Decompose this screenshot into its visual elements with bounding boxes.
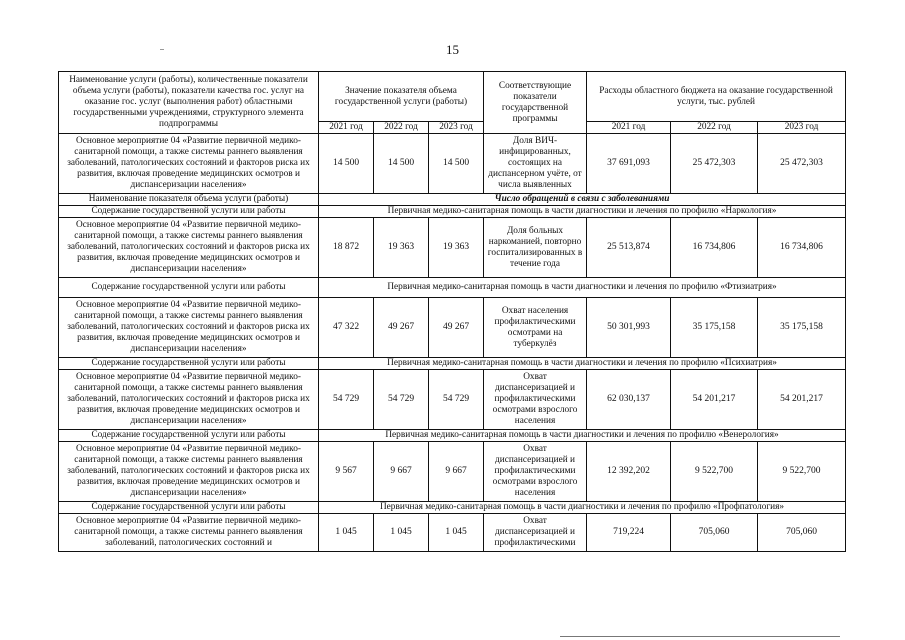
value-2021: 47 322 [319, 298, 374, 358]
budget-2022: 705,060 [671, 514, 758, 552]
value-2021: 54 729 [319, 370, 374, 430]
volume-value: Число обращений в связи с заболеваниями [319, 194, 846, 206]
year-budget-2021: 2021 год [587, 122, 671, 134]
indicator-cell: Охват диспансеризацией и профилактическими [484, 514, 587, 552]
year-value-2021: 2021 год [319, 122, 374, 134]
table-row [59, 370, 846, 430]
budget-2023: 705,060 [758, 514, 846, 552]
content-row [59, 430, 846, 442]
value-2022: 1 045 [374, 514, 429, 552]
indicator-cell: Охват диспансеризацией и профилактическими осмотрами взрослого населения [484, 370, 587, 430]
event-cell: Основное мероприятие 04 «Развитие первичной медико-санитарной помощи, а также системы раннего выявления заболеваний, патологических состояний и факторов риска их развития, включая проведение медицинских осмотров и диспансеризации населения» [59, 134, 319, 194]
event-cell: Основное мероприятие 04 «Развитие первичной медико-санитарной помощи, а также системы раннего выявления заболеваний, патологических состояний и факторов риска их развития, включая проведение медицинских осмотров и диспансеризации населения» [59, 442, 319, 502]
value-2023: 54 729 [429, 370, 484, 430]
budget-2021: 12 392,202 [587, 442, 671, 502]
table-row [59, 218, 846, 278]
content-row [59, 358, 846, 370]
event-cell: Основное мероприятие 04 «Развитие первичной медико-санитарной помощи, а также системы раннего выявления заболеваний, патологических состояний и факторов риска их развития, включая проведение медицинских осмотров и диспансеризации населения» [59, 370, 319, 430]
content-label: Содержание государственной услуги или работы [59, 430, 319, 442]
year-budget-2023: 2023 год [758, 122, 846, 134]
budget-2021: 50 301,993 [587, 298, 671, 358]
table-row [59, 514, 846, 552]
value-2021: 9 567 [319, 442, 374, 502]
year-value-2022: 2022 год [374, 122, 429, 134]
service-table [58, 71, 846, 552]
content-label: Содержание государственной услуги или работы [59, 358, 319, 370]
value-2023: 9 667 [429, 442, 484, 502]
header-corr: Соответствующие показатели государственной программы [484, 72, 587, 134]
value-2022: 49 267 [374, 298, 429, 358]
value-2023: 19 363 [429, 218, 484, 278]
table-row [59, 134, 846, 194]
scan-edge-line [560, 636, 840, 637]
content-value: Первичная медико-санитарная помощь в части диагностики и лечения по профилю «Венерология» [319, 430, 846, 442]
budget-2023: 54 201,217 [758, 370, 846, 430]
content-value: Первичная медико-санитарная помощь в части диагностики и лечения по профилю «Фтизиатрия» [319, 278, 846, 298]
indicator-cell: Охват населения профилактическими осмотрами на туберкулёз [484, 298, 587, 358]
indicator-cell: Доля ВИЧ-инфицированных, состоящих на диспансерном учёте, от числа выявленных [484, 134, 587, 194]
header-row [59, 72, 846, 122]
content-value: Первичная медико-санитарная помощь в части диагностики и лечения по профилю «Профпатология» [319, 502, 846, 514]
value-2021: 14 500 [319, 134, 374, 194]
value-2022: 9 667 [374, 442, 429, 502]
table-row [59, 442, 846, 502]
value-2023: 14 500 [429, 134, 484, 194]
content-row [59, 502, 846, 514]
indicator-cell: Охват диспансеризацией и профилактическими осмотрами взрослого населения [484, 442, 587, 502]
year-budget-2022: 2022 год [671, 122, 758, 134]
budget-2022: 35 175,158 [671, 298, 758, 358]
budget-2022: 16 734,806 [671, 218, 758, 278]
header-budget: Расходы областного бюджета на оказание государственной услуги, тыс. рублей [587, 72, 846, 122]
table-row [59, 298, 846, 358]
content-value: Первичная медико-санитарная помощь в части диагностики и лечения по профилю «Психиатрия» [319, 358, 846, 370]
budget-2022: 54 201,217 [671, 370, 758, 430]
year-value-2023: 2023 год [429, 122, 484, 134]
header-value: Значение показателя объема государственной услуги (работы) [319, 72, 484, 122]
budget-2021: 719,224 [587, 514, 671, 552]
budget-2022: 25 472,303 [671, 134, 758, 194]
content-label: Содержание государственной услуги или работы [59, 278, 319, 298]
value-2022: 14 500 [374, 134, 429, 194]
value-2022: 54 729 [374, 370, 429, 430]
content-label: Содержание государственной услуги или работы [59, 502, 319, 514]
budget-2023: 35 175,158 [758, 298, 846, 358]
content-row [59, 206, 846, 218]
budget-2021: 37 691,093 [587, 134, 671, 194]
value-2021: 18 872 [319, 218, 374, 278]
value-2023: 49 267 [429, 298, 484, 358]
value-2023: 1 045 [429, 514, 484, 552]
page-number: 15 [446, 42, 459, 57]
budget-2023: 9 522,700 [758, 442, 846, 502]
budget-2021: 25 513,874 [587, 218, 671, 278]
value-2022: 19 363 [374, 218, 429, 278]
event-cell: Основное мероприятие 04 «Развитие первичной медико-санитарной помощи, а также системы раннего выявления заболеваний, патологических состояний и [59, 514, 319, 552]
scan-mark [160, 49, 164, 50]
budget-2023: 25 472,303 [758, 134, 846, 194]
budget-2022: 9 522,700 [671, 442, 758, 502]
budget-2021: 62 030,137 [587, 370, 671, 430]
indicator-cell: Доля больных наркоманией, повторно госпитализированных в течение года [484, 218, 587, 278]
content-value: Первичная медико-санитарная помощь в части диагностики и лечения по профилю «Наркология» [319, 206, 846, 218]
volume-label: Наименование показателя объема услуги (работы) [59, 194, 319, 206]
header-name: Наименование услуги (работы), количественные показатели объема услуги (работы), показатели качества гос. услуг на оказание гос. услуг (выполнения работ) областными государственными учреждениями, структурного элемента подпрограммы [59, 72, 319, 134]
value-2021: 1 045 [319, 514, 374, 552]
event-cell: Основное мероприятие 04 «Развитие первичной медико-санитарной помощи, а также системы раннего выявления заболеваний, патологических состояний и факторов риска их развития, включая проведение медицинских осмотров и диспансеризации населения» [59, 218, 319, 278]
volume-row [59, 194, 846, 206]
content-row [59, 278, 846, 298]
event-cell: Основное мероприятие 04 «Развитие первичной медико-санитарной помощи, а также системы раннего выявления заболеваний, патологических состояний и факторов риска их развития, включая проведение медицинских осмотров и диспансеризации населения» [59, 298, 319, 358]
budget-2023: 16 734,806 [758, 218, 846, 278]
content-label: Содержание государственной услуги или работы [59, 206, 319, 218]
